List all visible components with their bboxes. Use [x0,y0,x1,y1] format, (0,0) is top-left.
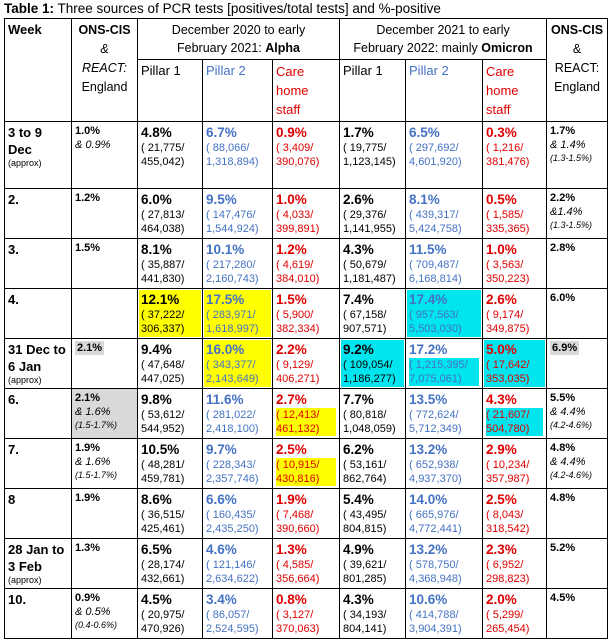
cell-o-p2 [406,589,483,639]
positives-total: ( 37,222/ 306,337) [141,309,185,335]
cell-a-ch [273,339,340,389]
percent-positive: 2.7% [276,392,307,407]
cell-o-ch [483,289,547,339]
positives-total: ( 67,158/ 907,571) [343,309,387,335]
cell-o-ch [483,539,547,589]
cell-a-ch [273,389,340,439]
positives-total: ( 281,022/ 2,418,100) [206,409,259,435]
react-left-value: & 0.9% [75,139,111,151]
onscis-left-cell [72,239,138,289]
percent-positive: 13.2% [409,542,448,557]
percent-positive: 2.6% [343,192,374,207]
onscis-right-cell [547,589,608,639]
cell-a-ch [273,439,340,489]
percent-positive: 7.4% [343,292,374,307]
header-onscis-right: ONS-CIS & REACT: England [547,19,608,122]
week-cell [5,289,72,339]
percent-positive: 3.4% [206,592,237,607]
week-cell [5,489,72,539]
cell-o-ch [483,439,547,489]
percent-positive: 1.9% [276,492,307,507]
week-label: 3 to 9 Dec [8,125,42,157]
positives-total: ( 9,174/ 349,875) [486,309,530,335]
positives-total: ( 8,043/ 318,542) [486,509,530,535]
cell-a-p2 [203,439,273,489]
cell-a-p2 [203,589,273,639]
week-label: 6. [8,392,19,407]
positives-total: ( 709,487/ 6,168,814) [409,259,462,285]
percent-positive: 4.6% [206,542,237,557]
percent-positive: 6.0% [141,192,172,207]
positives-total: ( 7,468/ 390,660) [276,509,320,535]
percent-positive: 8.1% [409,192,440,207]
percent-positive: 2.0% [486,592,517,607]
positives-total: ( 47,648/ 447,025) [141,359,185,385]
percent-positive: 9.7% [206,442,237,457]
cell-a-p1 [138,539,203,589]
positives-total: ( 53,161/ 862,764) [343,459,387,485]
onscis-left-value: 1.9% [75,442,101,454]
cell-a-ch [273,122,340,189]
onscis-right-value: 5.5% [550,392,576,404]
cell-o-p1 [340,489,406,539]
cell-o-p2 [406,189,483,239]
positives-total: ( 10,234/ 357,987) [486,459,530,485]
header-pillar1-omicron: Pillar 1 [340,60,406,122]
onscis-left-cell [72,339,138,389]
cell-a-ch [273,239,340,289]
table-row [5,289,608,339]
positives-total: ( 5,900/ 382,334) [276,309,320,335]
positives-total: ( 4,033/ 399,891) [276,209,320,235]
positives-total: ( 297,692/ 4,601,920) [409,142,462,168]
header-week: Week [5,19,72,122]
percent-positive: 6.5% [141,542,172,557]
positives-total: ( 343,377/ 2,143,649) [206,359,259,385]
positives-total: ( 17,642/ 353,035) [486,359,530,385]
positives-total: ( 86,057/ 2,524,595) [206,609,259,635]
positives-total: ( 39,621/ 801,285) [343,559,387,585]
cell-a-p2 [203,189,273,239]
percent-positive: 16.0% [206,342,245,357]
percent-positive: 0.3% [486,125,517,140]
cell-o-p1 [340,189,406,239]
table-row [5,439,608,489]
table-row [5,339,608,389]
positives-total: ( 21,775/ 455,042) [141,142,185,168]
cell-o-ch [483,339,547,389]
percent-positive: 1.0% [276,192,307,207]
onscis-right-value: 1.7% [550,125,576,137]
percent-positive: 17.5% [206,292,245,307]
cell-a-ch [273,589,340,639]
cell-o-ch [483,389,547,439]
cell-a-p2 [203,239,273,289]
positives-total: ( 957,563/ 5,503,030) [409,309,462,335]
onscis-right-cell [547,339,608,389]
cell-o-p2 [406,539,483,589]
percent-positive: 6.5% [409,125,440,140]
onscis-left-value: 0.9% [75,592,101,604]
onscis-right-value: 5.2% [550,542,576,554]
react-right-value: &1.4% [550,206,583,218]
positives-total: ( 147,476/ 1,544,924) [206,209,259,235]
react-right-range: (4.2-4.6%) [550,470,593,480]
cell-o-p1 [340,439,406,489]
cell-o-p1 [340,289,406,339]
cell-o-p2 [406,489,483,539]
percent-positive: 2.2% [276,342,307,357]
cell-o-p1 [340,539,406,589]
onscis-left-cell [72,439,138,489]
onscis-left-value: 1.3% [75,542,101,554]
week-cell [5,189,72,239]
react-left-value: & 0.5% [75,606,111,618]
header-pillar2-alpha: Pillar 2 [203,60,273,122]
percent-positive: 7.7% [343,392,374,407]
positives-total: ( 12,413/ 461,132) [276,408,336,436]
cell-o-p2 [406,389,483,439]
percent-positive: 9.4% [141,342,172,357]
positives-total: ( 439,317/ 5,424,758) [409,209,462,235]
week-cell [5,389,72,439]
positives-total: ( 217,280/ 2,160,743) [206,259,259,285]
positives-total: ( 21,607/ 504,780) [486,408,543,436]
positives-total: ( 4,585/ 356,664) [276,559,320,585]
react-left-range: (1.5-1.7%) [75,470,118,480]
onscis-left-value: 2.1% [75,392,101,404]
positives-total: ( 53,612/ 544,952) [141,409,185,435]
percent-positive: 4.9% [343,542,374,557]
cell-a-ch [273,539,340,589]
positives-total: ( 5,299/ 265,454) [486,609,530,635]
week-approx: (approx) [8,158,42,168]
percent-positive: 2.3% [486,542,517,557]
onscis-right-value: 4.5% [550,592,576,604]
positives-total: ( 1,215,395/ 7,075,061) [409,358,479,386]
onscis-left-value: 1.2% [75,192,101,204]
positives-total: ( 3,127/ 370,063) [276,609,320,635]
week-cell [5,539,72,589]
table-row [5,389,608,439]
cell-o-p1 [340,389,406,439]
positives-total: ( 772,624/ 5,712,349) [409,409,462,435]
header-care-alpha: Care home staff [273,60,340,122]
percent-positive: 8.1% [141,242,172,257]
percent-positive: 17.2% [409,342,448,357]
positives-total: ( 6,952/ 298,823) [486,559,530,585]
week-label: 4. [8,292,19,307]
onscis-right-cell [547,239,608,289]
react-left-value: & 1.6% [75,406,111,418]
positives-total: ( 10,915/ 430,816) [276,458,336,486]
header-group-omicron: December 2021 to early February 2022: mainly Omicron [340,19,547,60]
week-approx: (approx) [8,375,42,385]
week-label: 8 [8,492,16,507]
positives-total: ( 35,887/ 441,830) [141,259,185,285]
percent-positive: 9.2% [343,342,374,357]
cell-o-ch [483,189,547,239]
cell-a-p2 [203,389,273,439]
positives-total: ( 578,750/ 4,368,948) [409,559,462,585]
percent-positive: 2.5% [486,492,517,507]
week-cell [5,589,72,639]
percent-positive: 0.8% [276,592,307,607]
percent-positive: 2.6% [486,292,517,307]
onscis-right-cell [547,389,608,439]
caption-text: Three sources of PCR tests [positives/total tests] and %-positive [54,1,441,16]
cell-a-p1 [138,189,203,239]
cell-o-p2 [406,439,483,489]
react-left-value: & 1.6% [75,456,111,468]
percent-positive: 5.0% [486,342,517,357]
header-row-1 [5,19,608,60]
onscis-right-cell [547,489,608,539]
week-label: 31 Dec to 6 Jan [8,342,66,374]
cell-a-p1 [138,122,203,189]
header-onscis-left: ONS-CIS & REACT: England [72,19,138,122]
cell-o-ch [483,239,547,289]
positives-total: ( 36,515/ 425,461) [141,509,185,535]
week-label: 7. [8,442,19,457]
react-right-range: (4.2-4.6%) [550,420,593,430]
cell-o-p2 [406,239,483,289]
positives-total: ( 3,563/ 350,223) [486,259,530,285]
react-right-range: (1.3-1.5%) [550,153,593,163]
percent-positive: 4.3% [343,592,374,607]
percent-positive: 11.6% [206,392,244,407]
percent-positive: 6.2% [343,442,374,457]
onscis-right-cell [547,189,608,239]
positives-total: ( 34,193/ 804,141) [343,609,387,635]
caption-label: Table 1: [4,1,55,16]
positives-total: ( 27,813/ 464,038) [141,209,185,235]
onscis-right-cell [547,439,608,489]
onscis-right-cell [547,289,608,339]
react-right-value: & 4.4% [550,456,586,468]
percent-positive: 1.2% [276,242,307,257]
week-cell [5,439,72,489]
onscis-left-cell [72,539,138,589]
percent-positive: 8.6% [141,492,172,507]
cell-a-ch [273,489,340,539]
onscis-left-value: 2.1% [77,342,103,354]
react-left-range: (1.5-1.7%) [75,420,118,430]
cell-a-ch [273,189,340,239]
cell-a-p1 [138,339,203,389]
react-right-range: (1.3-1.5%) [550,220,593,230]
percent-positive: 2.9% [486,442,517,457]
positives-total: ( 4,619/ 384,010) [276,259,320,285]
cell-a-p1 [138,289,203,339]
positives-total: ( 48,281/ 459,781) [141,459,185,485]
onscis-right-value: 6.0% [550,292,576,304]
onscis-left-cell [72,389,138,439]
positives-total: ( 20,975/ 470,926) [141,609,185,635]
cell-a-p1 [138,489,203,539]
week-label: 2. [8,192,19,207]
cell-o-p2 [406,339,483,389]
positives-total: ( 3,409/ 390,076) [276,142,320,168]
percent-positive: 4.8% [141,125,172,140]
cell-o-p1 [340,239,406,289]
cell-o-p1 [340,339,406,389]
cell-o-ch [483,589,547,639]
positives-total: ( 414,788/ 3,904,391) [409,609,462,635]
table-row [5,189,608,239]
table-row [5,239,608,289]
percent-positive: 9.5% [206,192,237,207]
onscis-left-value: 1.0% [75,125,101,137]
percent-positive: 13.2% [409,442,448,457]
percent-positive: 12.1% [141,292,180,307]
pcr-table [4,18,608,639]
onscis-left-cell [72,289,138,339]
percent-positive: 6.6% [206,492,237,507]
percent-positive: 1.5% [276,292,307,307]
percent-positive: 10.6% [409,592,448,607]
onscis-right-value: 6.9% [552,342,578,354]
week-label: 10. [8,592,27,607]
positives-total: ( 88,066/ 1,318,894) [206,142,259,168]
percent-positive: 1.3% [276,542,307,557]
percent-positive: 14.0% [409,492,448,507]
week-label: 28 Jan to 3 Feb [8,542,65,574]
positives-total: ( 9,129/ 406,271) [276,359,320,385]
react-right-value: & 4.4% [550,406,586,418]
positives-total: ( 19,775/ 1,123,145) [343,142,396,168]
cell-o-ch [483,122,547,189]
positives-total: ( 1,585/ 335,365) [486,209,530,235]
table-caption [4,1,441,17]
onscis-right-value: 4.8% [550,442,576,454]
percent-positive: 0.5% [486,192,517,207]
cell-a-ch [273,289,340,339]
positives-total: ( 50,679/ 1,181,487) [343,259,396,285]
positives-total: ( 109,054/ 1,186,277) [343,359,396,385]
header-care-omicron: Care home staff [483,60,547,122]
cell-o-ch [483,489,547,539]
cell-a-p1 [138,589,203,639]
positives-total: ( 160,435/ 2,435,250) [206,509,259,535]
positives-total: ( 29,376/ 1,141,955) [343,209,396,235]
react-left-range: (0.4-0.6%) [75,620,118,630]
percent-positive: 0.9% [276,125,307,140]
onscis-left-value: 1.9% [75,492,101,504]
positives-total: ( 652,938/ 4,937,370) [409,459,462,485]
percent-positive: 4.5% [141,592,172,607]
percent-positive: 6.7% [206,125,237,140]
cell-o-p2 [406,122,483,189]
react-right-value: & 1.4% [550,139,586,151]
cell-a-p1 [138,239,203,289]
positives-total: ( 283,971/ 1,618,997) [206,309,259,335]
positives-total: ( 121,146/ 2,634,622) [206,559,259,585]
week-label: 3. [8,242,19,257]
percent-positive: 10.1% [206,242,245,257]
positives-total: ( 43,495/ 804,815) [343,509,387,535]
onscis-right-cell [547,539,608,589]
positives-total: ( 228,343/ 2,357,746) [206,459,259,485]
onscis-right-value: 2.2% [550,192,576,204]
header-pillar2-omicron: Pillar 2 [406,60,483,122]
percent-positive: 10.5% [141,442,180,457]
onscis-right-cell [547,122,608,189]
cell-a-p1 [138,439,203,489]
table-row [5,122,608,189]
onscis-left-cell [72,122,138,189]
header-group-alpha: December 2020 to early February 2021: Alpha [138,19,340,60]
cell-a-p2 [203,339,273,389]
week-cell [5,122,72,189]
onscis-left-cell [72,489,138,539]
onscis-left-value: 1.5% [75,242,101,254]
positives-total: ( 1,216/ 381,476) [486,142,530,168]
cell-o-p1 [340,122,406,189]
table-row [5,539,608,589]
cell-a-p2 [203,489,273,539]
percent-positive: 2.5% [276,442,307,457]
cell-o-p1 [340,589,406,639]
cell-a-p2 [203,289,273,339]
cell-a-p1 [138,389,203,439]
table-row [5,489,608,539]
header-pillar1-alpha: Pillar 1 [138,60,203,122]
percent-positive: 4.3% [486,392,517,407]
onscis-right-value: 4.8% [550,492,576,504]
percent-positive: 1.0% [486,242,517,257]
percent-positive: 17.4% [409,292,448,307]
onscis-right-value: 2.8% [550,242,576,254]
week-cell [5,339,72,389]
cell-a-p2 [203,539,273,589]
positives-total: ( 665,976/ 4,772,441) [409,509,462,535]
percent-positive: 1.7% [343,125,374,140]
cell-o-p2 [406,289,483,339]
percent-positive: 5.4% [343,492,374,507]
percent-positive: 11.5% [409,242,447,257]
onscis-left-cell [72,189,138,239]
cell-a-p2 [203,122,273,189]
percent-positive: 9.8% [141,392,172,407]
table-row [5,589,608,639]
positives-total: ( 28,174/ 432,661) [141,559,185,585]
percent-positive: 13.5% [409,392,448,407]
week-approx: (approx) [8,575,42,585]
percent-positive: 4.3% [343,242,374,257]
positives-total: ( 80,818/ 1,048,059) [343,409,396,435]
week-cell [5,239,72,289]
onscis-left-cell [72,589,138,639]
